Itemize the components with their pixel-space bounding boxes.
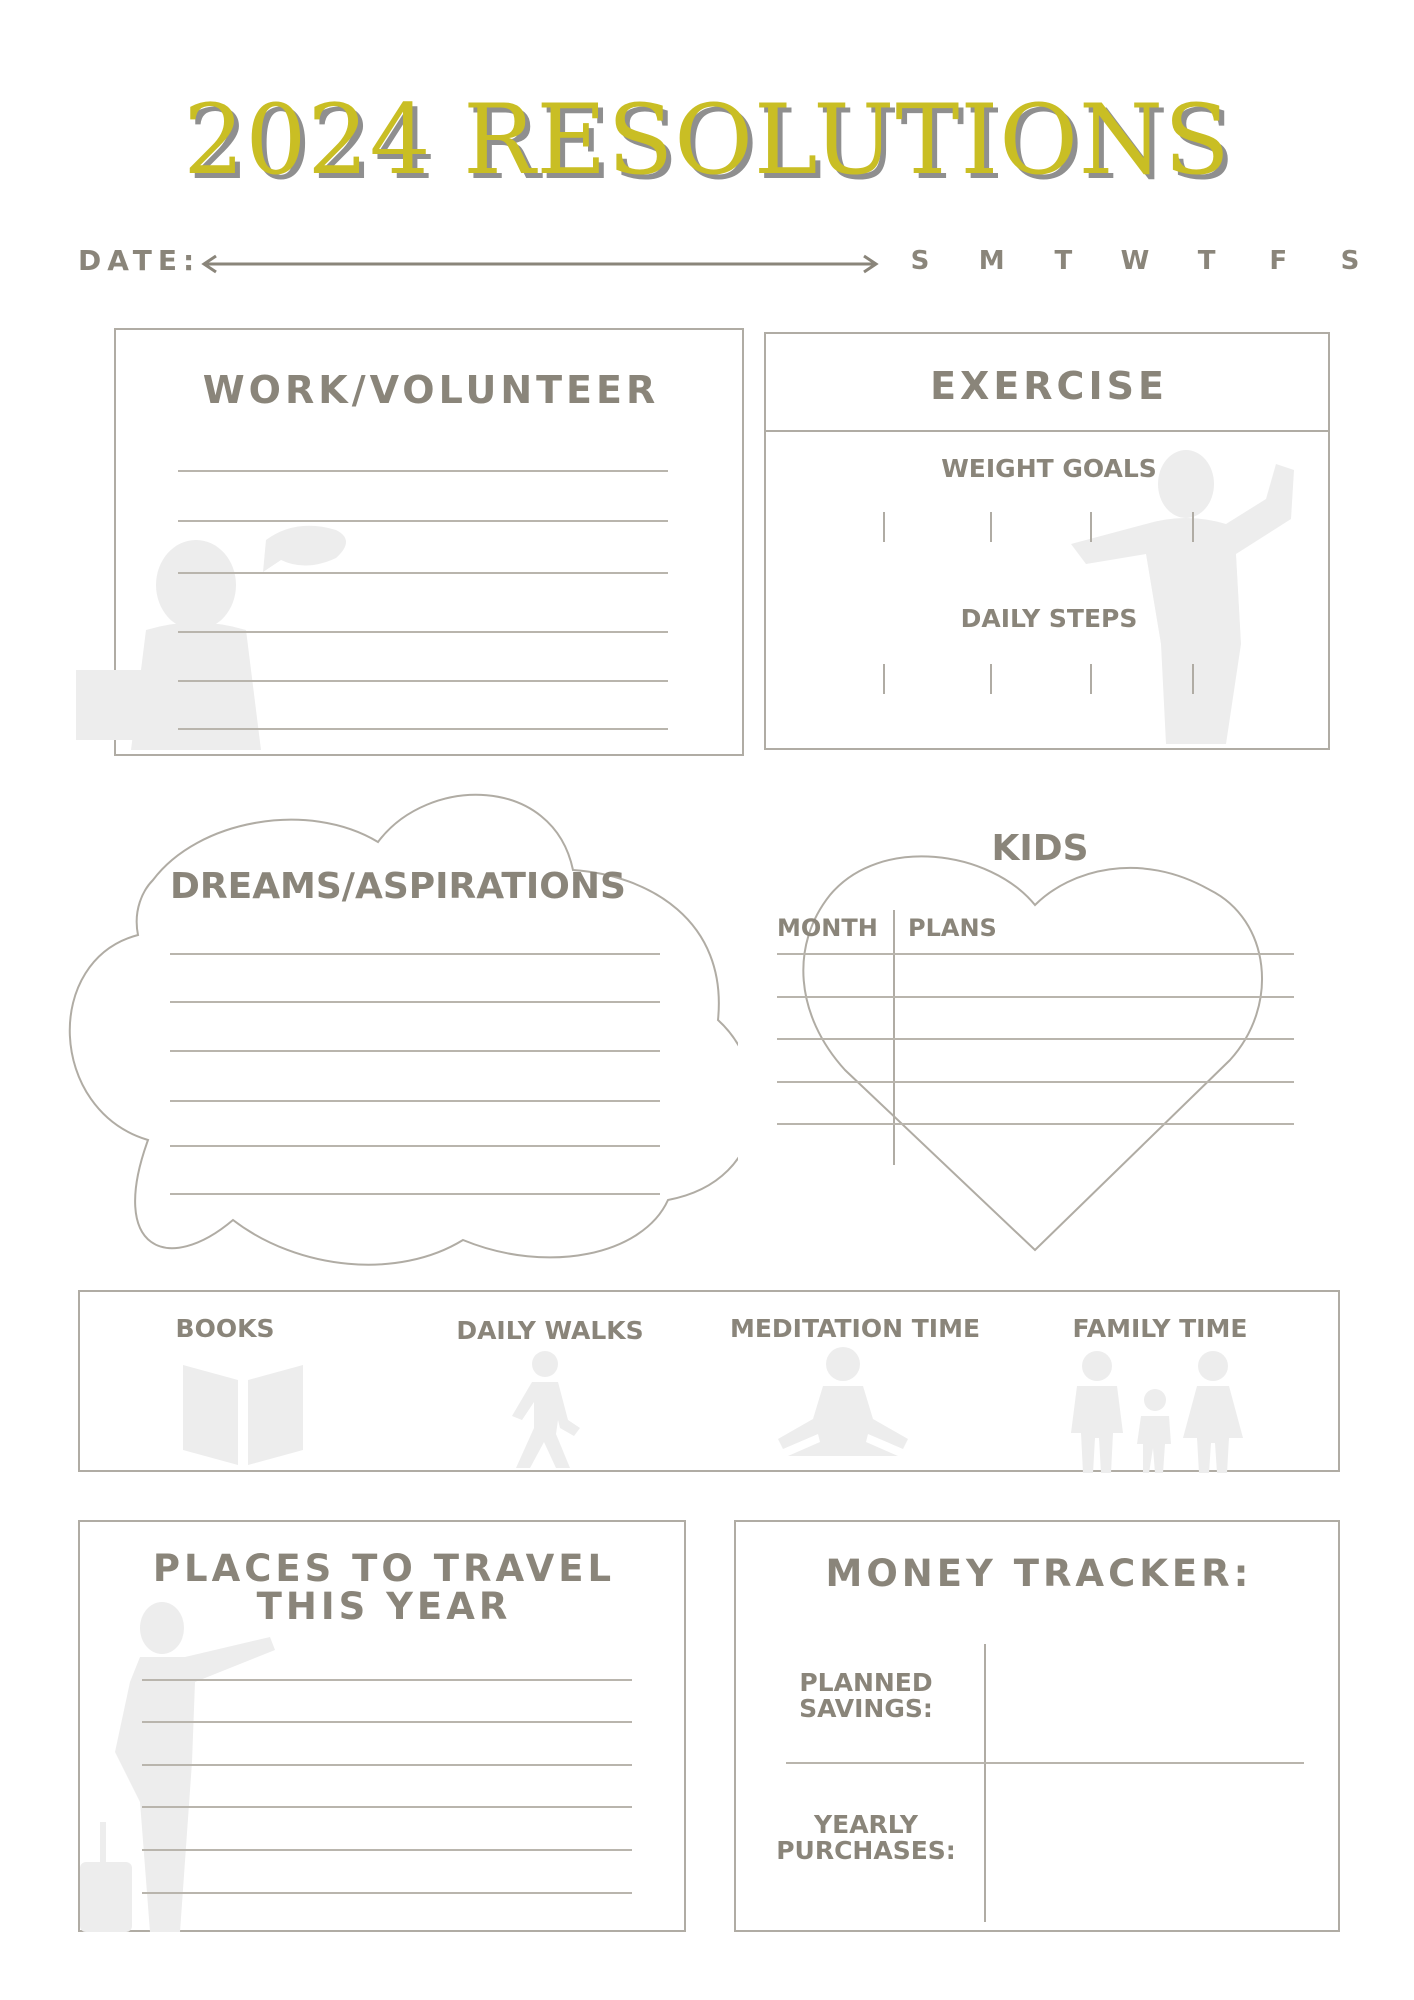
daily-steps-tick-4: [1192, 664, 1194, 694]
weight-goal-tick-1: [883, 512, 885, 542]
traveler-with-suitcase-icon: [80, 1602, 300, 1932]
exercise-heading: EXERCISE: [930, 364, 1168, 408]
dreams-line-6[interactable]: [170, 1193, 660, 1195]
travel-line-6[interactable]: [142, 1892, 632, 1894]
exercise-section: [764, 332, 1330, 750]
tracker-label-books: BOOKS: [175, 1314, 275, 1343]
kids-col-month: MONTH: [777, 914, 878, 942]
kids-col-plans: PLANS: [908, 914, 997, 942]
daily-steps-tick-1: [883, 664, 885, 694]
travel-line-3[interactable]: [142, 1764, 632, 1766]
money-row-divider: [786, 1762, 1304, 1764]
daily-steps-label: DAILY STEPS: [960, 604, 1138, 633]
day-thursday[interactable]: T: [1197, 246, 1216, 276]
travel-line-5[interactable]: [142, 1849, 632, 1851]
work-line-5[interactable]: [178, 680, 668, 682]
dreams-line-1[interactable]: [170, 953, 660, 955]
travel-section: [78, 1520, 686, 1932]
book-icon: [178, 1340, 308, 1470]
travel-heading: [80, 1547, 688, 1628]
travel-heading-line1: PLACES TO TRAVEL: [152, 1547, 616, 1590]
kids-row-line-1[interactable]: [777, 953, 1294, 955]
walking-person-icon: [500, 1350, 590, 1470]
kids-row-line-3[interactable]: [777, 1038, 1294, 1040]
work-line-6[interactable]: [178, 728, 668, 730]
dreams-heading: DREAMS/ASPIRATIONS: [170, 866, 626, 907]
day-monday[interactable]: M: [978, 246, 1005, 276]
travel-heading-line2: THIS YEAR: [256, 1585, 512, 1628]
daily-steps-tick-2: [990, 664, 992, 694]
work-volunteer-section: [114, 328, 744, 756]
kids-row-line-5[interactable]: [777, 1123, 1294, 1125]
weight-goals-label: WEIGHT GOALS: [941, 454, 1157, 483]
dreams-line-3[interactable]: [170, 1050, 660, 1052]
travel-line-1[interactable]: [142, 1679, 632, 1681]
tracker-label-meditation-time: MEDITATION TIME: [729, 1314, 981, 1343]
yearly-purchases-line1: YEARLY: [814, 1810, 918, 1839]
flexing-woman-icon: [1066, 444, 1316, 744]
dreams-cloud-shape: [48, 780, 738, 1270]
weight-goal-tick-4: [1192, 512, 1194, 542]
day-friday[interactable]: F: [1269, 246, 1288, 276]
work-heading: WORK/VOLUNTEER: [202, 368, 660, 412]
tracker-label-daily-walks: DAILY WALKS: [456, 1316, 644, 1345]
day-sunday[interactable]: S: [910, 246, 930, 276]
date-line-arrow[interactable]: [200, 252, 880, 276]
yearly-purchases-label: [756, 1812, 976, 1864]
work-line-4[interactable]: [178, 631, 668, 633]
planned-savings-field[interactable]: [988, 1646, 1333, 1760]
exercise-divider: [766, 430, 1328, 432]
travel-line-4[interactable]: [142, 1806, 632, 1808]
dreams-line-2[interactable]: [170, 1001, 660, 1003]
money-heading: MONEY TRACKER:: [825, 1552, 1253, 1595]
work-line-1[interactable]: [178, 470, 668, 472]
yearly-purchases-line2: PURCHASES:: [776, 1836, 956, 1865]
habit-tracker-strip: [78, 1290, 1340, 1472]
work-line-2[interactable]: [178, 520, 668, 522]
day-wednesday[interactable]: W: [1120, 246, 1150, 276]
planned-savings-line2: SAVINGS:: [799, 1694, 933, 1723]
day-saturday[interactable]: S: [1340, 246, 1360, 276]
family-icon: [1065, 1348, 1245, 1473]
weight-goal-tick-2: [990, 512, 992, 542]
meditation-icon: [768, 1344, 918, 1469]
dreams-line-5[interactable]: [170, 1145, 660, 1147]
money-column-divider: [984, 1644, 986, 1922]
kids-row-line-4[interactable]: [777, 1081, 1294, 1083]
weight-goal-tick-3: [1090, 512, 1092, 542]
yearly-purchases-field[interactable]: [988, 1766, 1333, 1922]
travel-line-2[interactable]: [142, 1721, 632, 1723]
planned-savings-line1: PLANNED: [799, 1668, 933, 1697]
dreams-line-4[interactable]: [170, 1100, 660, 1102]
money-tracker-section: [734, 1520, 1340, 1932]
daily-steps-tick-3: [1090, 664, 1092, 694]
kids-heart-shape: [790, 840, 1270, 1260]
tracker-label-family-time: FAMILY TIME: [1072, 1314, 1248, 1343]
kids-row-line-2[interactable]: [777, 996, 1294, 998]
day-tuesday[interactable]: T: [1054, 246, 1073, 276]
page-title: 2024 RESOLUTIONS: [183, 84, 1231, 196]
planned-savings-label: [766, 1670, 966, 1722]
date-label: DATE:: [78, 244, 201, 277]
kids-heading: KIDS: [991, 828, 1089, 869]
person-at-desk-icon: [76, 520, 376, 760]
work-line-3[interactable]: [178, 572, 668, 574]
weekday-selector: [905, 246, 1365, 276]
